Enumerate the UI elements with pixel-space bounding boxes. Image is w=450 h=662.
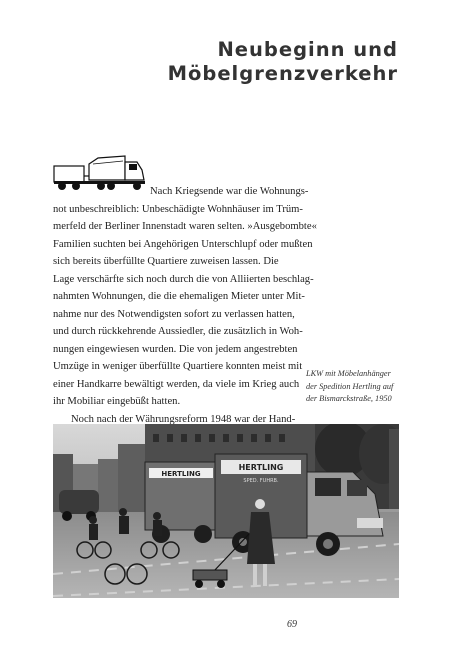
trailer-sign: HERTLING [161, 470, 201, 478]
text-line: Familien suchten bei Angehörigen Unterschlupf oder mußten [53, 238, 313, 250]
chapter-title-line-1: Neubeginn und [217, 38, 398, 61]
body-text [53, 183, 398, 463]
text-line: Nach Kriegsende war die Wohnungs- [150, 186, 309, 197]
text-line: Noch nach der Währungsreform 1948 war der Hand- [71, 413, 296, 425]
text-line: not unbeschreiblich: Unbeschädigte Wohnhäuser im Trüm- [53, 203, 303, 215]
caption-line: der Bismarckstraße, 1950 [306, 394, 392, 403]
text-line: nahme nur des Notwendigsten sofort zu verlassen hatten, [53, 308, 295, 320]
chapter-title [68, 38, 398, 86]
caption-line: LKW mit Möbelanhänger [306, 369, 391, 378]
chapter-title-line-2: Möbelgrenzverkehr [167, 62, 398, 85]
text-line: nahmten Wohnungen, die die ehemaligen Mieter unter Mit- [53, 291, 305, 302]
historic-street-photo [53, 424, 399, 598]
text-line: nungen eingewiesen wurden. Die von jedem angestrebten [53, 343, 298, 355]
photo-caption [306, 368, 406, 406]
text-line: sich bereits überfüllte Quartiere zuweisen lassen. Die [53, 256, 279, 267]
truck-sign: HERTLING [238, 463, 284, 472]
text-line: merfeld der Berliner Innenstadt waren selten. »Ausgebombte« [53, 221, 317, 232]
text-line: und durch rückkehrende Aussiedler, die zusätzlich in Woh- [53, 326, 303, 337]
text-line: ihr Mobiliar eingebüßt hatten. [53, 396, 181, 407]
page-number-value: 69 [287, 619, 297, 630]
truck-sign-sub: SPED. FUHRB. [243, 478, 279, 484]
text-line: Umzüge in weniger überfüllte Quartiere konnten meist mit [53, 361, 303, 372]
text-line: einer Handkarre bewältigt werden, da viele im Krieg auch [53, 378, 300, 390]
caption-line: der Spedition Hertling auf [306, 381, 394, 391]
text-line: Lage verschärfte sich noch durch die von Alliierten beschlag- [53, 273, 314, 285]
